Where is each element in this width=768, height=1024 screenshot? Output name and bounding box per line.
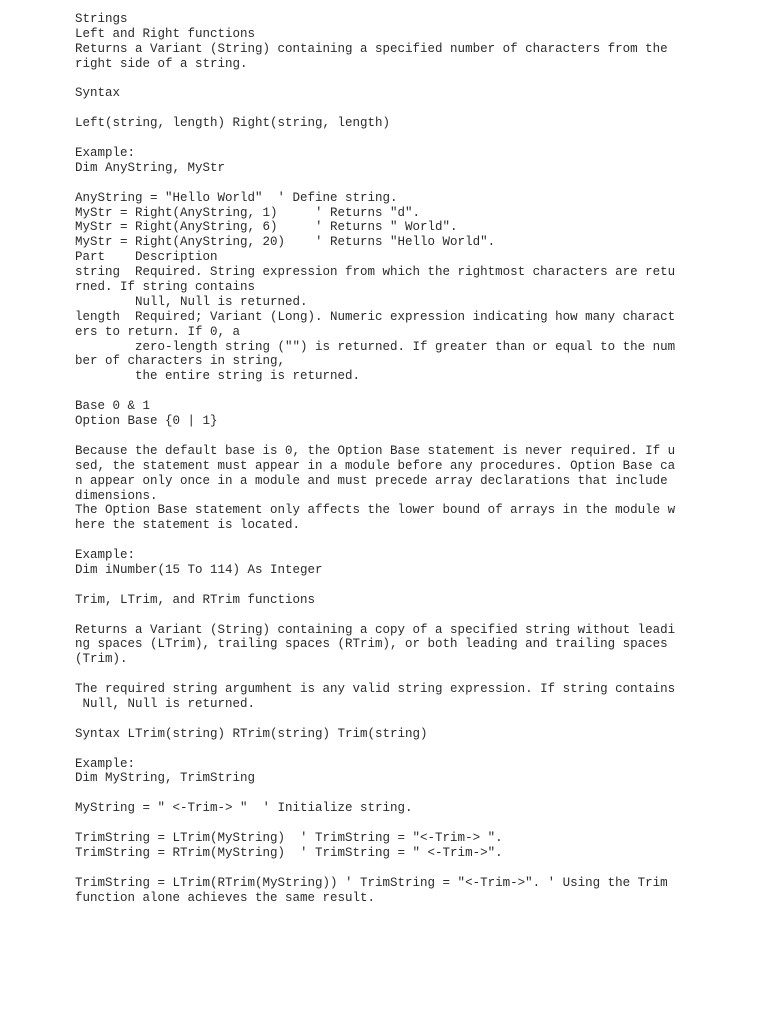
document-line: Null, Null is returned. <box>75 696 256 711</box>
document-line: ers to return. If 0, a <box>75 324 241 339</box>
document-line: Dim AnyString, MyStr <box>75 160 226 175</box>
document-line <box>75 712 695 727</box>
document-line: Left(string, length) Right(string, length) <box>75 116 391 131</box>
document-line: n appear only once in a module and must precede array declarations that include <box>75 473 668 488</box>
document-line <box>75 608 695 623</box>
document-line <box>75 176 695 191</box>
document-line: Strings <box>75 12 128 26</box>
document-line: MyStr = Right(AnyString, 20) ' Returns "Hello World". <box>75 235 496 250</box>
document-line <box>75 742 695 757</box>
document-line: Left and Right functions <box>75 26 256 41</box>
document-line <box>75 72 695 87</box>
document-line <box>75 101 695 116</box>
document-line: the entire string is returned. <box>75 369 361 384</box>
document-line: Dim iNumber(15 To 114) As Integer <box>75 562 323 577</box>
document-line <box>75 131 695 146</box>
document-line <box>75 786 695 801</box>
document-line: Syntax <box>75 86 121 101</box>
document-line: Syntax LTrim(string) RTrim(string) Trim(string) <box>75 726 428 741</box>
document-line: (Trim). <box>75 652 128 667</box>
document-line: MyStr = Right(AnyString, 6) ' Returns " World". <box>75 220 458 235</box>
document-line: ng spaces (LTrim), trailing spaces (RTrim), or both leading and trailing spaces <box>75 637 668 652</box>
document-line <box>75 667 695 682</box>
document-line <box>75 861 695 876</box>
document-line: dimensions. <box>75 488 158 503</box>
document-line: string Required. String expression from which the rightmost characters are retu <box>75 265 676 280</box>
document-line <box>75 429 695 444</box>
document-line: The required string argumhent is any valid string expression. If string contains <box>75 682 676 697</box>
document-line: Part Description <box>75 250 218 265</box>
document-line: length Required; Variant (Long). Numeric expression indicating how many charact <box>75 309 676 324</box>
document-line: Example: <box>75 548 136 563</box>
document-line: Example: <box>75 146 136 161</box>
document-line: Example: <box>75 756 136 771</box>
document-line <box>75 816 695 831</box>
document-line: Null, Null is returned. <box>75 294 308 309</box>
document-line: TrimString = RTrim(MyString) ' TrimString = " <-Trim->". <box>75 845 503 860</box>
document-line: Because the default base is 0, the Option Base statement is never required. If u <box>75 443 676 458</box>
document-line: Option Base {0 | 1} <box>75 414 218 429</box>
document-line: here the statement is located. <box>75 518 301 533</box>
document-line <box>75 384 695 399</box>
document-line: The Option Base statement only affects the lower bound of arrays in the module w <box>75 503 676 518</box>
document-line: function alone achieves the same result. <box>75 890 376 905</box>
document-line: TrimString = LTrim(MyString) ' TrimString = "<-Trim-> ". <box>75 830 503 845</box>
document-line: Returns a Variant (String) containing a specified number of characters from the <box>75 41 668 56</box>
document-line: zero-length string ("") is returned. If greater than or equal to the num <box>75 339 676 354</box>
document-line: ber of characters in string, <box>75 354 286 369</box>
document-line: right side of a string. <box>75 56 248 71</box>
document-line: TrimString = LTrim(RTrim(MyString)) ' TrimString = "<-Trim->". ' Using the Trim <box>75 875 668 890</box>
document-line: MyStr = Right(AnyString, 1) ' Returns "d". <box>75 205 421 220</box>
document-line: Base 0 & 1 <box>75 399 151 414</box>
document-line: MyString = " <-Trim-> " ' Initialize string. <box>75 801 413 816</box>
document-line: sed, the statement must appear in a module before any procedures. Option Base ca <box>75 458 676 473</box>
document-line: Trim, LTrim, and RTrim functions <box>75 592 316 607</box>
document-line: rned. If string contains <box>75 280 256 295</box>
document-line <box>75 578 695 593</box>
document-text <box>75 12 695 905</box>
document-line: Dim MyString, TrimString <box>75 771 256 786</box>
document-line: Returns a Variant (String) containing a copy of a specified string without leadi <box>75 622 676 637</box>
document-line <box>75 533 695 548</box>
document-line: AnyString = "Hello World" ' Define string. <box>75 190 398 205</box>
